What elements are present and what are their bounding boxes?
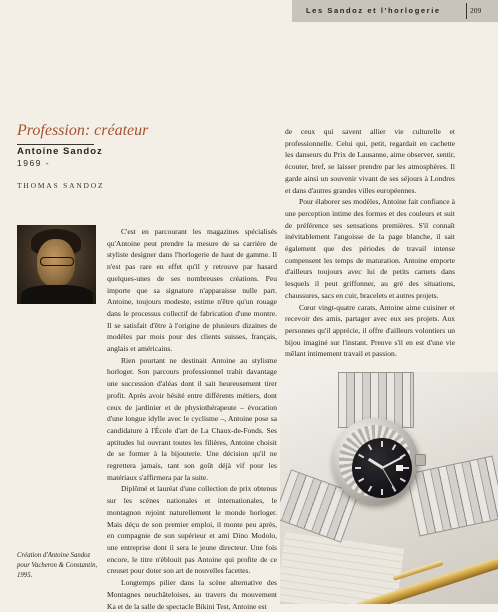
hour-marker <box>368 486 373 492</box>
hour-marker <box>381 441 383 447</box>
person-years: 1969 - <box>17 158 51 168</box>
watch-crown <box>415 454 426 466</box>
paragraph: Rien pourtant ne destinait Antoine au stylisme horloger. Son parcours professionnel trahit davantage une succession d'aléas dont il sait heureusement tirer profit. Après avoir hésité entre différents métiers, dont ceux de jardinier et de physiothérapeute – évocation d'une longue idylle avec le cyclisme –, Antoine pose sa candidature à l'École d'art de La Chaux-de-Fonds. Ses aptitudes lui ouvrant toutes les filières, Antoine choisit de se former à la bijouterie. Une décision qu'il ne regrettera jamais, tant son goût déjà vif pour les matériaux s'affirmera par la suite. <box>107 355 277 482</box>
article-column-1 <box>107 226 277 612</box>
hour-marker <box>355 467 361 469</box>
paragraph: Pour élaborer ses modèles, Antoine fait confiance à une perception intime des formes et des couleurs et suit de préférence ses sensations premières. S'il connaît inévitablement l'angoisse de la page blanche, il sait également que des périodes de travail intense compensent les temps de maturation. Antoine emporte d'ailleurs toujours avec lui de petits carnets dans lesquels il peut griffonner, au gré des situations, chaussures, sacs en cuir, bracelets et autres projets. <box>285 197 455 300</box>
article-column-2 <box>285 126 455 360</box>
page-number: 209 <box>470 6 482 15</box>
person-name: Antoine Sandoz <box>17 146 103 157</box>
paragraph: Diplômé et lauréat d'une collection de prix obtenus sur les scènes nationales et internationales, le montagnon rejoint naturellement le monde horloger. Mais déçu de son premier emploi, il monte peu après, en compagnie de son supérieur et ami Dino Modolo, une entreprise dont il sera le jeune directeur. Une fois encore, le titre n'éblouit pas Antoine qui profite de ce creuset pour doter son art de nouvelles facettes. <box>107 484 277 576</box>
hour-marker <box>403 467 409 469</box>
hour-marker <box>368 444 373 450</box>
watch-case <box>332 418 418 504</box>
header-divider <box>466 3 467 19</box>
watch-dial <box>352 438 412 498</box>
running-header <box>0 0 498 20</box>
section-title: Profession: créateur <box>17 122 149 139</box>
watch-photo <box>280 372 498 604</box>
paragraph: C'est en parcourant les magazines spécialisés qu'Antoine peut prendre la mesure de sa carrière de styliste designer dans l'horlogerie de haut de gamme. Il n'est pas rare en effet qu'il y retrouve par hasard quelques-unes de ses nombreuses créations. Peu importe que sa signature n'apparaisse nulle part. Antoine, toujours modeste, estime n'être qu'un rouage dans le processus collectif de fabrication d'une montre. Il se satisfait d'être à l'origine de plusieurs dizaines de modèles par mois pour des clients suisses, français, anglais et américains. <box>107 227 277 354</box>
date-window <box>396 465 403 471</box>
hour-marker <box>358 454 364 459</box>
hour-marker <box>358 478 364 483</box>
second-hand <box>381 467 395 490</box>
article-author: THOMAS SANDOZ <box>17 181 105 190</box>
paragraph: Longtemps pilier dans la scène alternative des Montagnes neuchâteloises, au travers du mouvement Ka et de la salle de spectacle Bikini Test, Antoine est <box>107 578 277 611</box>
photo-caption: Création d'Antoine Sandoz pour Vacheron & Constantin, 1995. <box>17 552 98 579</box>
watch-bezel <box>339 425 411 497</box>
portrait-photo <box>17 225 96 304</box>
portrait-glasses <box>40 257 74 266</box>
paragraph: Cœur vingt-quatre carats, Antoine aime cuisiner et recevoir des amis, partager avec eux ses projets. Aux personnes qu'il apprécie, il offre d'ailleurs volontiers un bijou imaginé sur l'instant. Preuve s'il en est d'une vie mêlant intimement travail et passion. <box>285 302 455 359</box>
portrait-shirt <box>21 285 93 304</box>
paragraph: de ceux qui savent allier vie culturelle et professionnelle. Celui qui, petit, regardait en cachette les danseurs du Prix de Lausanne, aime observer, sentir, écouter, bref, se laisser prendre par les atmosphères. Il garde ainsi un souvenir vivant de ses séjours à Londres et dans d'autres grandes villes européennes. <box>285 127 455 195</box>
watch-bracelet-right <box>406 456 498 537</box>
running-title: Les Sandoz et l'horlogerie <box>306 6 441 15</box>
hour-marker <box>381 489 383 495</box>
hour-marker <box>400 478 406 483</box>
hour-marker <box>392 444 397 450</box>
name-rule <box>17 144 94 145</box>
